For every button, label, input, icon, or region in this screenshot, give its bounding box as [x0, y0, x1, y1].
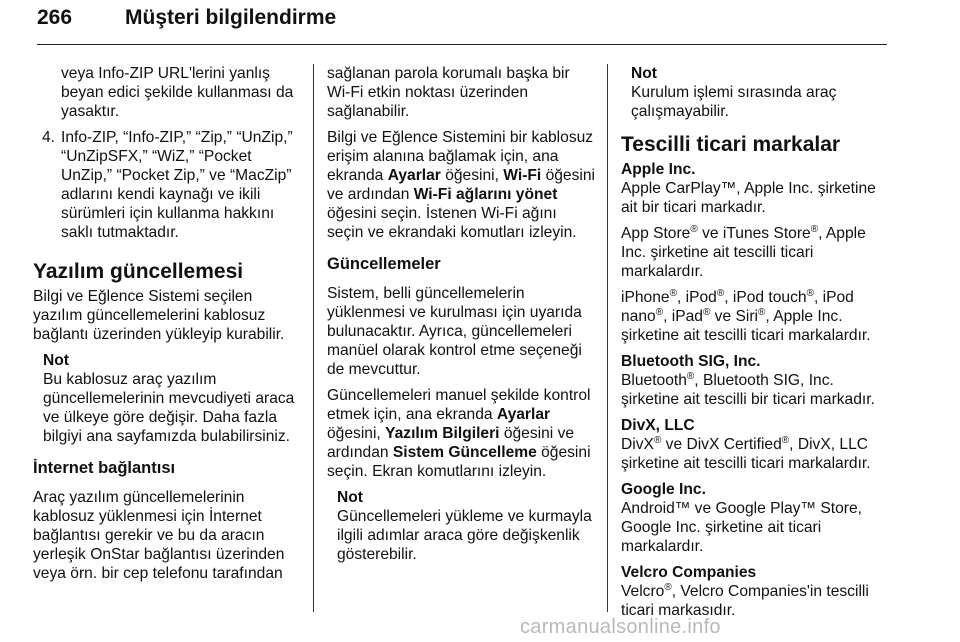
- text: , iPad: [663, 308, 703, 325]
- ui-term: Ayarlar: [496, 406, 551, 423]
- text: DivX: [621, 436, 654, 453]
- note-text: Kurulum işlemi sırasında araç çalışmayabilir.: [631, 84, 837, 120]
- registered-mark: ®: [758, 306, 766, 318]
- page-header: [37, 6, 887, 45]
- paragraph: Android™ ve Google Play™ Store, Google Inc. şirketine ait ticari markalardır.: [621, 500, 862, 555]
- text: iPhone: [621, 289, 670, 306]
- paragraph: [621, 288, 889, 345]
- text: , DivX, LLC şirketine ait tescilli ticari markalardır.: [621, 436, 871, 472]
- text: öğesini ve ardından: [327, 425, 575, 461]
- paragraph: Sistem, belli güncellemelerin yüklenmesi ve kurulması için uyarıda bulunacaktır. Ayrıca, güncellemeleri manüel olarak kontrol etme seçeneği de mevcuttur.: [327, 285, 582, 378]
- text: , iPod touch: [724, 289, 807, 306]
- ui-term: Wi-Fi: [503, 167, 542, 184]
- registered-mark: ®: [806, 287, 814, 299]
- note-box: [621, 64, 889, 121]
- page-number: 266: [37, 6, 73, 29]
- text: Velcro: [621, 583, 665, 600]
- column-3: [621, 64, 889, 627]
- registered-mark: ®: [690, 223, 698, 235]
- registered-mark: ®: [655, 306, 664, 318]
- text: , Apple Inc. şirketine ait tescilli ticari markalardır.: [621, 225, 866, 280]
- list-text: Info-ZIP, “Info-ZIP,” “Zip,” “UnZip,” “UnZipSFX,” “WiZ,” “Pocket UnZip,” “Pocket Zip,” ve “MacZip” adlarını kendi kaynağı ve ikili sürümleri için kullanma hakkını saklı tutmaktadır.: [61, 129, 293, 241]
- column-1: [33, 64, 301, 590]
- section-heading-software-update: Yazılım güncellemesi: [33, 260, 244, 283]
- paragraph: veya Info-ZIP URL'lerini yanlış beyan edici şekilde kullanması da yasaktır.: [61, 65, 294, 120]
- text: Bluetooth: [621, 372, 687, 389]
- note-text: Bu kablosuz araç yazılım güncellemelerinin mevcudiyeti araca ve ülkeye göre değişir. Daha fazla bilgiyi ana sayfamızda bulabilirsiniz.: [43, 371, 295, 445]
- column-2: [327, 64, 595, 571]
- paragraph: [621, 435, 889, 473]
- text: , Bluetooth SIG, Inc. şirketine ait tescilli bir ticari markadır.: [621, 372, 875, 408]
- paragraph-manual: [327, 386, 595, 481]
- paragraph: Bilgi ve Eğlence Sistemi seçilen yazılım güncellemelerini kablosuz bağlantı üzerinden yükleyip kurabilir.: [33, 288, 285, 343]
- text: öğesini seçin. İstenen Wi-Fi ağını seçin ve ekrandaki komutları izleyin.: [327, 205, 577, 241]
- brand-name: Apple Inc.: [621, 161, 696, 178]
- text: Bilgi ve Eğlence Sistemini bir kablosuz erişim alanına bağlamak için, ana ekranda: [327, 129, 594, 184]
- text: ve iTunes Store: [697, 225, 811, 242]
- paragraph-wifi: [327, 128, 595, 242]
- text: , iPod: [676, 289, 717, 306]
- registered-mark: ®: [716, 287, 725, 299]
- registered-mark: ®: [653, 434, 662, 446]
- paragraph: [621, 371, 889, 409]
- text: Güncellemeleri manuel şekilde kontrol etmek için, ana ekranda: [327, 387, 591, 423]
- note-box: [33, 351, 301, 446]
- text: öğesini seçin. Ekran komutlarını izleyin.: [327, 444, 591, 480]
- paragraph: sağlanan parola korumalı başka bir Wi-Fi etkin noktası üzerinden sağlanabilir.: [327, 65, 570, 120]
- registered-mark: ®: [702, 306, 711, 318]
- text: ve DivX Certified: [661, 436, 782, 453]
- brand-name: Google Inc.: [621, 481, 706, 498]
- text: App Store: [621, 225, 691, 242]
- brand-name: DivX, LLC: [621, 417, 695, 434]
- registered-mark: ®: [810, 223, 819, 235]
- ui-term: Sistem Güncelleme: [392, 444, 537, 461]
- note-box: [327, 488, 595, 564]
- ui-term: Ayarlar: [387, 167, 441, 184]
- paragraph: [621, 582, 889, 620]
- brand-name: Velcro Companies: [621, 564, 757, 581]
- note-title: Not: [631, 65, 657, 82]
- registered-mark: ®: [664, 581, 672, 593]
- column-divider: [607, 64, 608, 612]
- text: öğesini,: [327, 425, 386, 442]
- registered-mark: ®: [686, 370, 695, 382]
- list-item: [33, 128, 301, 242]
- subsection-heading-internet: İnternet bağlantısı: [33, 459, 176, 477]
- registered-mark: ®: [781, 434, 790, 446]
- paragraph: [621, 224, 889, 281]
- registered-mark: ®: [669, 287, 677, 299]
- text: ve Siri: [710, 308, 759, 325]
- text: öğesini ve ardından: [327, 167, 595, 203]
- note-text: Güncellemeleri yükleme ve kurmayla ilgili adımlar araca göre değişkenlik gösterebilir.: [337, 508, 592, 563]
- note-title: Not: [43, 352, 69, 369]
- ui-term: Yazılım Bilgileri: [385, 425, 500, 442]
- text: , iPod nano: [621, 289, 854, 325]
- column-divider: [313, 64, 314, 612]
- list-number: 4.: [42, 129, 56, 146]
- ui-term: Wi-Fi ağlarını yönet: [413, 186, 558, 203]
- section-heading-trademarks: Tescilli ticari markalar: [621, 133, 841, 156]
- text: , Velcro Companies'in tescilli ticari markasıdır.: [621, 583, 869, 619]
- paragraph: Araç yazılım güncellemelerinin kablosuz yüklenmesi için İnternet bağlantısı gerekir ve bu da aracın yerleşik OnStar bağlantısı üzerinden veya örn. bir cep telefonu tarafından: [33, 489, 285, 582]
- page-title: Müşteri bilgilendirme: [125, 6, 337, 29]
- text: öğesini,: [440, 167, 504, 184]
- watermark: carmanualsonline.info: [520, 616, 721, 638]
- subsection-heading-updates: Güncellemeler: [327, 255, 441, 273]
- brand-name: Bluetooth SIG, Inc.: [621, 353, 761, 370]
- text: , Apple Inc. şirketine ait tescilli ticari markalardır.: [621, 308, 871, 344]
- paragraph: Apple CarPlay™, Apple Inc. şirketine ait bir ticari markadır.: [621, 180, 876, 216]
- note-title: Not: [337, 489, 363, 506]
